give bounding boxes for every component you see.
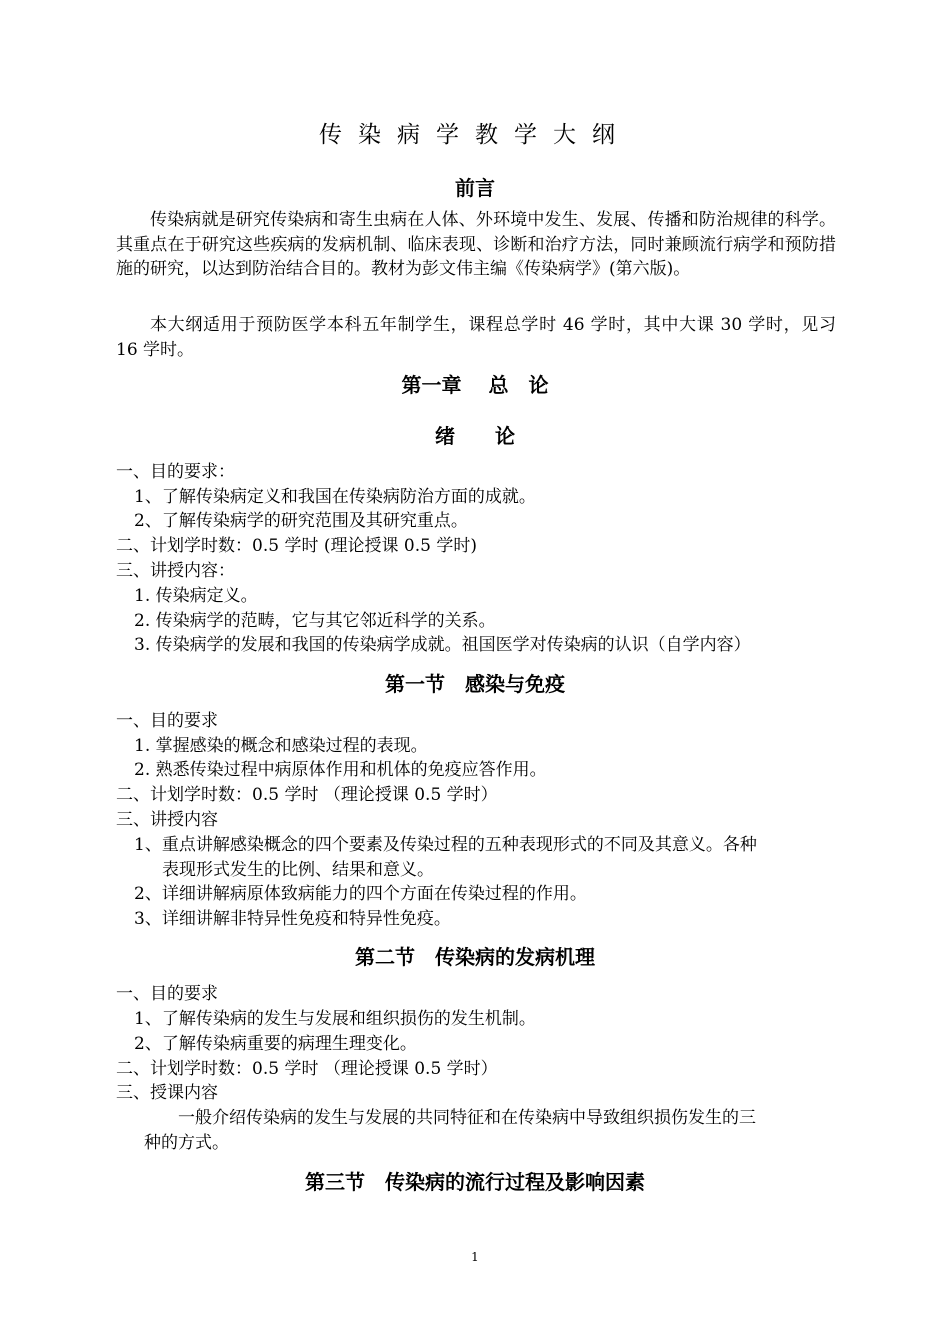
intro-goal-2: 2、了解传染病学的研究范围及其研究重点。 <box>134 511 468 531</box>
section1-content-2: 2、详细讲解病原体致病能力的四个方面在传染过程的作用。 <box>134 884 587 904</box>
chapter-heading: 第一章 总 论 <box>401 373 549 397</box>
section2-content-label: 三、授课内容 <box>116 1083 218 1103</box>
preface-paragraph-1: 传染病就是研究传染病和寄生虫病在人体、外环境中发生、发展、传播和防治规律的科学。其重点在于研究这些疾病的发病机制、临床表现、诊断和治疗方法，同时兼顾流行病学和预防措施的研究，以达到防治结合目的。教材为彭文伟主编《传染病学》(第六版)。 <box>116 210 836 279</box>
section2-heading: 第二节 传染病的发病机理 <box>355 945 595 969</box>
section1-content-1-cont: 表现形式发生的比例、结果和意义。 <box>162 860 434 880</box>
intro-content-2: 2. 传染病学的范畴，它与其它邻近科学的关系。 <box>134 611 496 631</box>
intro-goal-label: 一、目的要求： <box>116 462 235 482</box>
section2-content-1-cont: 种的方式。 <box>144 1133 229 1153</box>
section1-goal-1: 1. 掌握感染的概念和感染过程的表现。 <box>134 736 428 756</box>
section1-hours: 二、计划学时数：0.5 学时 （理论授课 0.5 学时） <box>116 785 498 805</box>
section2-goal-label: 一、目的要求 <box>116 984 218 1004</box>
section1-goal-2: 2. 熟悉传染过程中病原体作用和机体的免疫应答作用。 <box>134 760 547 780</box>
section2-content-1: 一般介绍传染病的发生与发展的共同特征和在传染病中导致组织损伤发生的三 <box>178 1108 756 1128</box>
section2-goal-1: 1、了解传染病的发生与发展和组织损伤的发生机制。 <box>134 1009 536 1029</box>
intro-content-label: 三、讲授内容： <box>116 561 235 581</box>
preface-heading: 前言 <box>455 176 495 200</box>
intro-goal-1: 1、了解传染病定义和我国在传染病防治方面的成就。 <box>134 487 536 507</box>
intro-hours: 二、计划学时数：0.5 学时 (理论授课 0.5 学时) <box>116 536 477 556</box>
section3-heading: 第三节 传染病的流行过程及影响因素 <box>305 1170 645 1194</box>
intro-content-3: 3. 传染病学的发展和我国的传染病学成就。祖国医学对传染病的认识（自学内容） <box>134 635 751 655</box>
section1-heading: 第一节 感染与免疫 <box>385 672 565 696</box>
intro-content-1: 1. 传染病定义。 <box>134 586 258 606</box>
section1-content-1: 1、重点讲解感染概念的四个要素及传染过程的五种表现形式的不同及其意义。各种 <box>134 835 757 855</box>
intro-heading: 绪 论 <box>435 424 515 448</box>
section2-hours: 二、计划学时数：0.5 学时 （理论授课 0.5 学时） <box>116 1059 498 1079</box>
preface-paragraph-2: 本大纲适用于预防医学本科五年制学生，课程总学时 46 学时，其中大课 30 学时，见习 16 学时。 <box>116 315 836 360</box>
section1-goal-label: 一、目的要求 <box>116 711 218 731</box>
document-title: 传染病学教学大纲 <box>319 122 631 148</box>
page-number: 1 <box>471 1250 479 1264</box>
section2-goal-2: 2、了解传染病重要的病理生理变化。 <box>134 1034 417 1054</box>
section1-content-3: 3、详细讲解非特异性免疫和特异性免疫。 <box>134 909 451 929</box>
section1-content-label: 三、讲授内容 <box>116 810 218 830</box>
